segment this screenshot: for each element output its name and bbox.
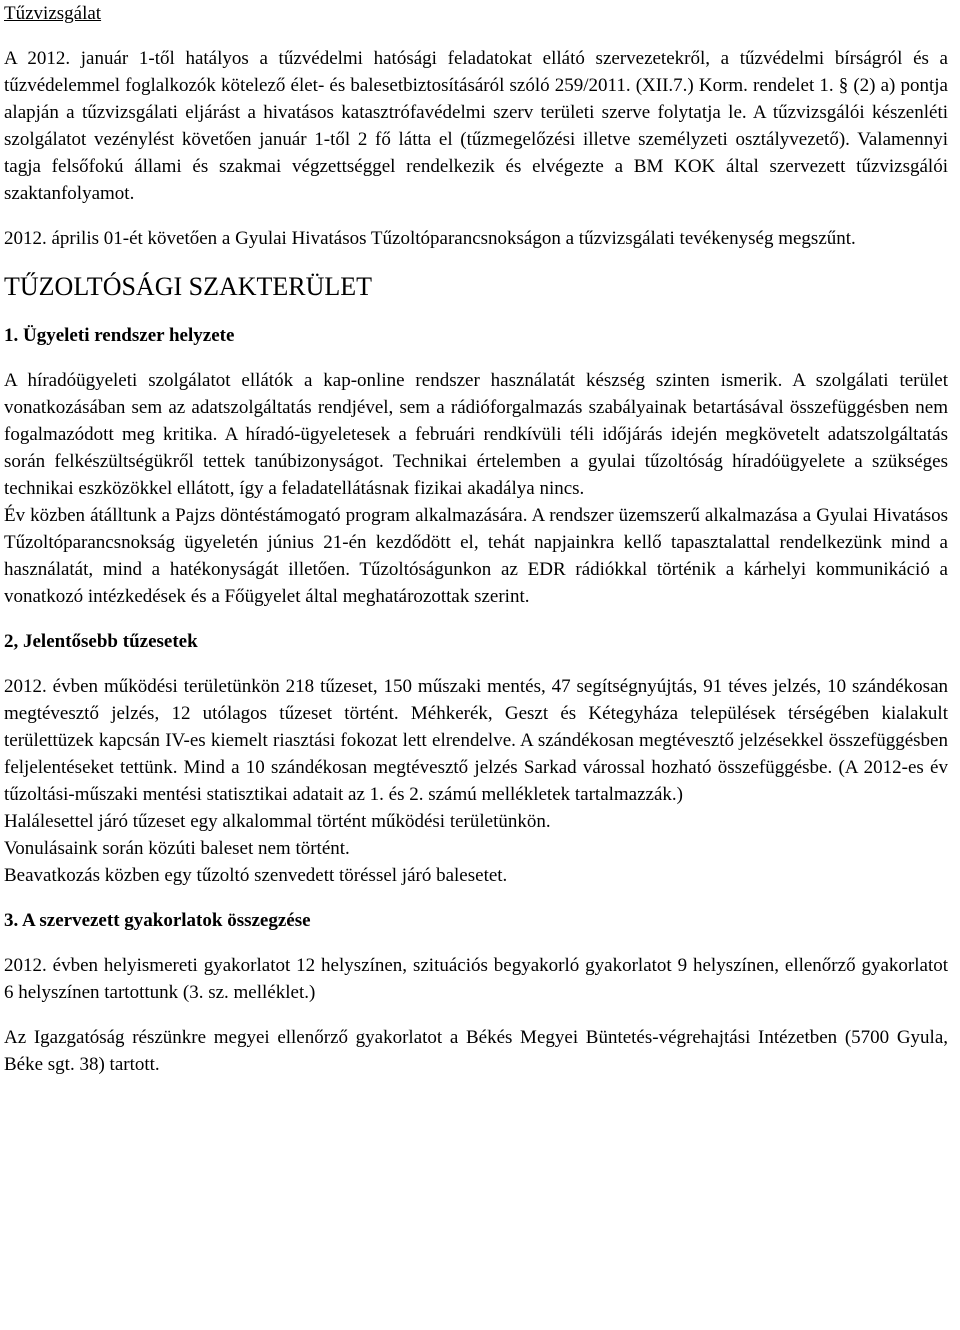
line-firefighter-injury: Beavatkozás közben egy tűzoltó szenvedett töréssel járó balesetet.	[4, 865, 508, 886]
spacer	[4, 304, 948, 322]
paragraph-pajzs-program: Év közben átálltunk a Pajzs döntéstámogató program alkalmazására. A rendszer üzemszerű alkalmazása a Gyulai Hivatásos Tűzoltóparancsnokság ügyeletén június 21-én kezdődött el, tehát napjainkra kellő tapasztalattal rendelkezünk mind a használatát, mind a hatékonyságát illetően. Tűzoltóságunkon az EDR rádiókkal történik a kárhelyi kommunikáció a vonatkozó intézkedések és a Főügyelet által meghatározottak szerint.	[4, 505, 948, 607]
spacer	[4, 349, 948, 367]
spacer	[4, 934, 948, 952]
spacer	[4, 252, 948, 270]
paragraph-fire-investigation-law: A 2012. január 1-től hatályos a tűzvédelmi hatósági feladatokat ellátó szervezetekről, a tűzvédelmi bírságról és a tűzvédelemmel foglalkozók kötelező élet- és balesetbiztosításáról szóló 259/2011. (XII.7.) Korm. rendelet 1. § (2) a) pontja alapján a tűzvizsgálati eljárást a hivatásos katasztrófavédelmi szerv területi szerve folytatja le. A tűzvizsgálói készenléti szolgálatot vezénylést követően január 1-től 2 fő látta el (tűzmegelőzési illetve személyzeti osztályvezető). Valamennyi tagja felsőfokú állami és szakmai végzettséggel rendelkezik és elvégezte a BM KOK által szervezett tűzvizsgálói szaktanfolyamot.	[4, 48, 948, 204]
subsection-title-duty-system: 1. Ügyeleti rendszer helyzete	[4, 325, 235, 346]
spacer	[4, 207, 948, 225]
paragraph-exercise-counts: 2012. évben helyismereti gyakorlatot 12 helyszínen, szituációs begyakorló gyakorlatot 9 helyszínen, ellenőrző gyakorlatot 6 helyszínen tartottunk (3. sz. melléklet.)	[4, 955, 948, 1003]
subsection-title-exercises: 3. A szervezett gyakorlatok összegzése	[4, 910, 311, 931]
top-heading: Tűzvizsgálat	[4, 3, 102, 24]
line-no-road-accident: Vonulásaink során közúti baleset nem történt.	[4, 838, 350, 859]
spacer	[4, 889, 948, 907]
spacer	[4, 655, 948, 673]
line-fatal-fire: Halálesettel járó tűzeset egy alkalommal történt működési területünkön.	[4, 811, 551, 832]
spacer	[4, 1006, 948, 1024]
subsection-title-fire-cases: 2, Jelentősebb tűzesetek	[4, 631, 198, 652]
spacer	[4, 27, 948, 45]
paragraph-duty-service: A híradóügyeleti szolgálatot ellátók a kap-online rendszer használatát készség szinten ismerik. A szolgálati terület vonatkozásában sem az adatszolgáltatás rendjével, sem a rádióforgalmazás szabályainak betartásával összefüggésben nem fogalmazódott meg kritika. A híradó-ügyeletesek a februári rendkívüli téli időjárás idején megkövetelt adatszolgáltatás során felkészültségükről tettek tanúbizonyságot. Technikai értelemben a gyulai tűzoltóság híradóügyelete a szükséges technikai eszközökkel ellátott, így a feladatellátásnak fizikai akadálya nincs.	[4, 370, 948, 499]
paragraph-fire-statistics: 2012. évben működési területünkön 218 tűzeset, 150 műszaki mentés, 47 segítségnyújtás, 91 téves jelzés, 10 szándékosan megtévesztő jelzés, 12 utólagos tűzeset történt. Méhkerék, Geszt és Kétegyháza települések térségében kialakult területtüzek kapcsán IV-es kiemelt riasztási fokozat lett elrendelve. A szándékosan megtévesztő jelzésekkel összefüggésben feljelentéseket tettünk. Mind a 10 szándékosan megtévesztő jelzés Sarkad várossal hozható összefüggésbe. (A 2012-es év tűzoltási-műszaki mentési statisztikai adatait az 1. és 2. számú mellékletek tartalmazzák.)	[4, 676, 948, 805]
paragraph-prison-exercise: Az Igazgatóság részünkre megyei ellenőrző gyakorlatot a Békés Megyei Büntetés-végrehajtási Intézetben (5700 Gyula, Béke sgt. 38) tartott.	[4, 1027, 948, 1075]
spacer	[4, 610, 948, 628]
paragraph-investigation-ended: 2012. április 01-ét követően a Gyulai Hivatásos Tűzoltóparancsnokságon a tűzvizsgálati tevékenység megszűnt.	[4, 228, 856, 249]
section-title: TŰZOLTÓSÁGI SZAKTERÜLET	[4, 272, 373, 301]
